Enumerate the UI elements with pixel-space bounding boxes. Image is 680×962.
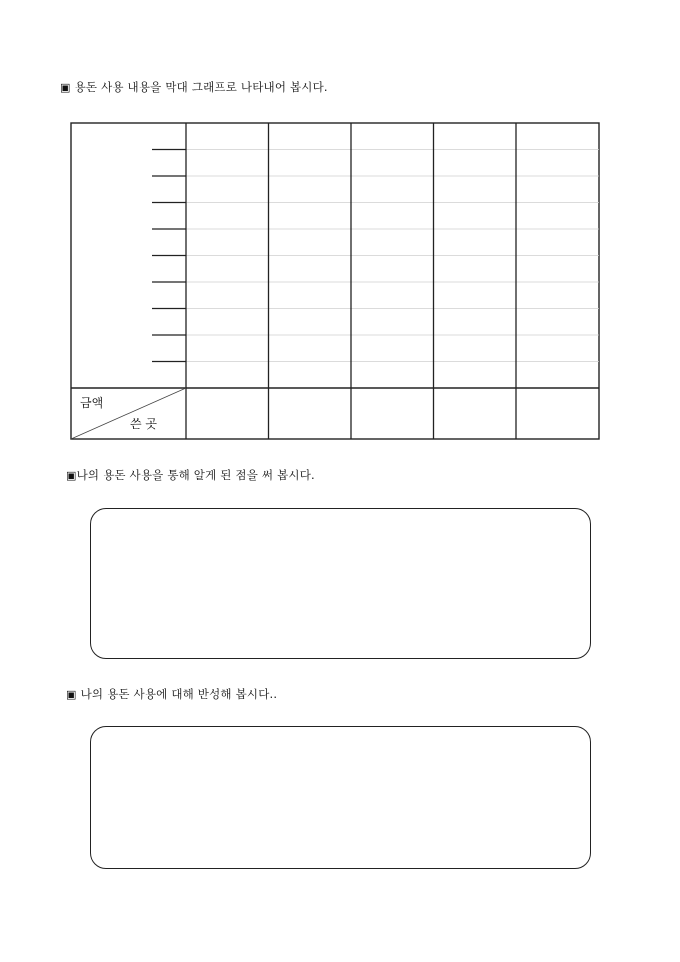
section3-text: 나의 용돈 사용에 대해 반성해 봅시다.. xyxy=(80,687,278,701)
corner-place-label: 쓴 곳 xyxy=(130,417,157,431)
corner-amount-label: 금액 xyxy=(80,396,104,410)
section2-text: 나의 용돈 사용을 통해 알게 된 점을 써 봅시다. xyxy=(76,468,315,482)
category-label-cells xyxy=(186,388,599,439)
square-bullet-icon: ▣ xyxy=(66,688,77,701)
bar-graph-worksheet xyxy=(70,122,600,440)
category-cell[interactable] xyxy=(186,388,269,439)
square-bullet-icon: ▣ xyxy=(66,469,77,482)
category-cell[interactable] xyxy=(269,388,352,439)
section2-instruction xyxy=(66,467,315,483)
category-cell[interactable] xyxy=(516,388,599,439)
section1-text: 용돈 사용 내용을 막대 그래프로 나타내어 봅시다. xyxy=(74,80,328,94)
section1-instruction xyxy=(60,79,328,95)
square-bullet-icon: ▣ xyxy=(60,81,71,94)
section3-instruction xyxy=(66,686,277,702)
category-cell[interactable] xyxy=(351,388,434,439)
learned-answer-box[interactable] xyxy=(90,508,591,659)
reflection-answer-box[interactable] xyxy=(90,726,591,869)
grid-guidelines xyxy=(186,150,599,362)
category-cell[interactable] xyxy=(434,388,517,439)
axis-tick-marks xyxy=(152,150,186,362)
